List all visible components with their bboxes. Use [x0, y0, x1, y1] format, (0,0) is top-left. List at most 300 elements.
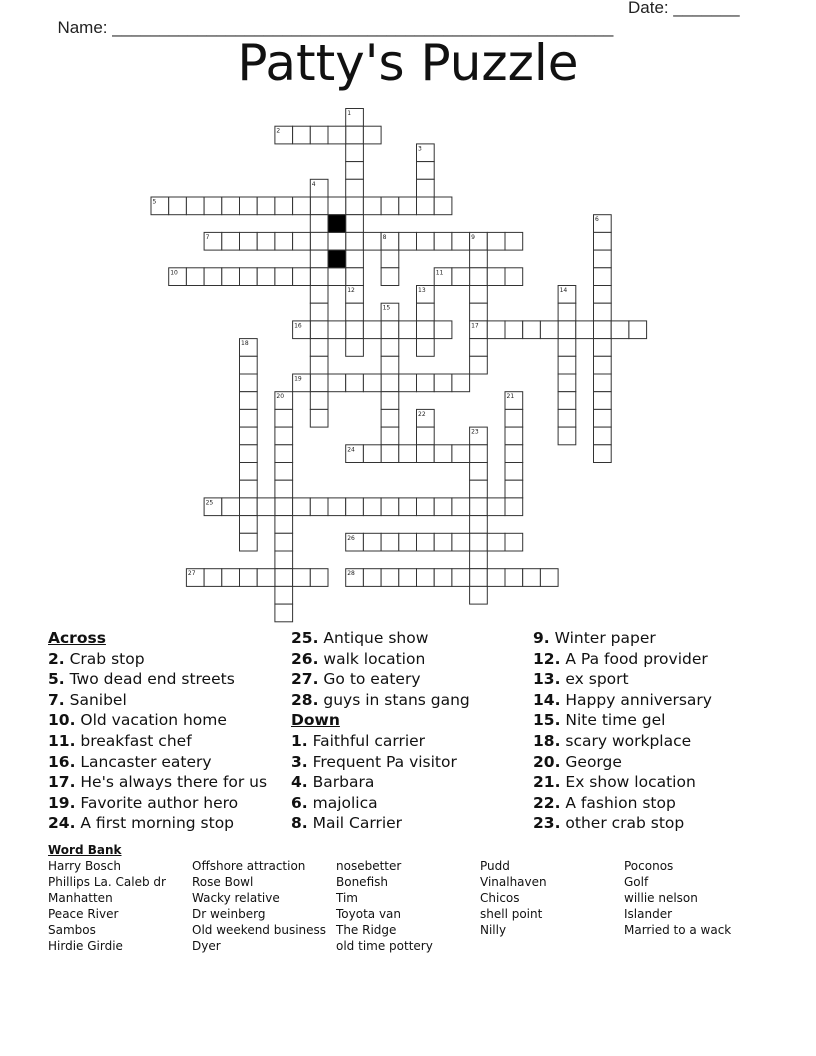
grid-cell[interactable]: [505, 480, 523, 498]
clue-text: other crab stop: [560, 814, 685, 833]
date-field[interactable]: Date: _______: [628, 0, 740, 17]
grid-cell[interactable]: [558, 427, 576, 445]
grid-cell[interactable]: [470, 586, 488, 604]
name-field[interactable]: Name: _____________________________________________________: [57, 18, 614, 37]
grid-cell[interactable]: [470, 569, 488, 587]
grid-cell[interactable]: [417, 162, 435, 180]
grid-cell[interactable]: [346, 250, 364, 268]
grid-cell[interactable]: [363, 445, 381, 463]
grid-cell[interactable]: [275, 445, 293, 463]
grid-cell[interactable]: [222, 232, 240, 250]
clue-number: 24.: [48, 814, 76, 833]
grid-cell[interactable]: [328, 197, 346, 215]
grid-cell[interactable]: [470, 551, 488, 569]
clue-text: Mail Carrier: [307, 814, 403, 833]
grid-cell[interactable]: [434, 445, 452, 463]
grid-cell[interactable]: [346, 232, 364, 250]
grid-cell[interactable]: [487, 321, 505, 339]
grid-cell[interactable]: [487, 498, 505, 516]
grid-cell[interactable]: [275, 551, 293, 569]
grid-cell[interactable]: [310, 409, 328, 427]
cell-number: 15: [382, 304, 391, 312]
clue-number: 23.: [533, 814, 561, 833]
grid-cell[interactable]: [381, 569, 399, 587]
grid-cell[interactable]: [470, 250, 488, 268]
word-bank-entry: Sambos: [48, 923, 96, 937]
grid-cell[interactable]: [470, 286, 488, 304]
grid-cell[interactable]: [576, 321, 594, 339]
grid-cell[interactable]: [417, 445, 435, 463]
grid-cell[interactable]: [434, 498, 452, 516]
grid-cell[interactable]: [523, 321, 541, 339]
grid-cell[interactable]: [310, 374, 328, 392]
clue-text: Sanibel: [64, 690, 127, 709]
grid-cell[interactable]: [505, 463, 523, 481]
clues-column-1: [48, 628, 267, 834]
grid-cell[interactable]: [240, 356, 258, 374]
word-bank-entry: willie nelson: [624, 891, 698, 905]
grid-cell[interactable]: [275, 463, 293, 481]
word-bank-column: [624, 858, 731, 938]
grid-cell[interactable]: [487, 533, 505, 551]
grid-cell[interactable]: [417, 179, 435, 197]
grid-cell[interactable]: [417, 339, 435, 357]
grid-cell[interactable]: [629, 321, 647, 339]
clue-text: Crab stop: [64, 649, 145, 668]
word-bank-entry: Offshore attraction: [192, 859, 306, 873]
clue-text: guys in stans gang: [318, 690, 470, 709]
grid-cell[interactable]: [558, 392, 576, 410]
grid-cell[interactable]: [434, 569, 452, 587]
grid-cell[interactable]: [505, 321, 523, 339]
grid-cell[interactable]: [452, 533, 470, 551]
grid-cell[interactable]: [222, 268, 240, 286]
clue-heading: Down: [291, 711, 340, 730]
grid-cell[interactable]: [328, 126, 346, 144]
word-bank-column: [336, 858, 433, 954]
grid-cell[interactable]: [434, 321, 452, 339]
grid-cell[interactable]: [257, 569, 275, 587]
grid-cell[interactable]: [558, 409, 576, 427]
grid-cell[interactable]: [328, 321, 346, 339]
clue-item: [291, 669, 470, 690]
clue-item: [48, 710, 267, 731]
clue-item: [291, 752, 470, 773]
grid-cell[interactable]: [452, 374, 470, 392]
grid-cell[interactable]: [240, 409, 258, 427]
grid-cell[interactable]: [594, 427, 612, 445]
grid-cell[interactable]: [346, 179, 364, 197]
grid-cell[interactable]: [417, 197, 435, 215]
grid-cell[interactable]: [594, 339, 612, 357]
grid-cell[interactable]: [470, 516, 488, 534]
grid-cell[interactable]: [381, 498, 399, 516]
grid-cell[interactable]: [434, 533, 452, 551]
grid-cell[interactable]: [363, 533, 381, 551]
grid-cell[interactable]: [558, 356, 576, 374]
grid-cell[interactable]: [346, 321, 364, 339]
grid-cell[interactable]: [257, 268, 275, 286]
grid-cell[interactable]: [417, 232, 435, 250]
grid-cell[interactable]: [505, 427, 523, 445]
grid-cell[interactable]: [487, 232, 505, 250]
grid-cell[interactable]: [240, 569, 258, 587]
grid-cell[interactable]: [257, 498, 275, 516]
grid-cell[interactable]: [470, 339, 488, 357]
clue-text: Winter paper: [549, 629, 656, 647]
grid-cell[interactable]: [310, 339, 328, 357]
word-bank-entry: Pudd: [480, 859, 510, 873]
grid-cell[interactable]: [505, 268, 523, 286]
grid-cell[interactable]: [310, 197, 328, 215]
grid-cell[interactable]: [381, 445, 399, 463]
clue-text: Antique show: [318, 629, 429, 647]
grid-cell[interactable]: [558, 339, 576, 357]
word-bank-entry: Vinalhaven: [480, 875, 547, 889]
grid-cell[interactable]: [417, 321, 435, 339]
grid-cell[interactable]: [275, 409, 293, 427]
grid-cell[interactable]: [470, 445, 488, 463]
grid-cell[interactable]: [487, 569, 505, 587]
grid-cell[interactable]: [594, 392, 612, 410]
grid-cell[interactable]: [275, 197, 293, 215]
clue-text: A fashion stop: [560, 793, 676, 812]
grid-cell[interactable]: [540, 321, 558, 339]
grid-cell[interactable]: [204, 268, 222, 286]
grid-cell[interactable]: [310, 250, 328, 268]
grid-cell[interactable]: [310, 303, 328, 321]
grid-cell[interactable]: [346, 162, 364, 180]
grid-cell[interactable]: [594, 268, 612, 286]
grid-cell[interactable]: [204, 197, 222, 215]
grid-cell[interactable]: [558, 321, 576, 339]
cell-number: 9: [471, 233, 475, 241]
cell-number: 2: [276, 127, 281, 135]
clue-text: Frequent Pa visitor: [307, 752, 457, 771]
grid-cell[interactable]: [204, 569, 222, 587]
grid-cell[interactable]: [417, 374, 435, 392]
clue-number: 7.: [48, 690, 65, 709]
grid-cell[interactable]: [540, 569, 558, 587]
grid-cell[interactable]: [346, 374, 364, 392]
grid-cell[interactable]: [381, 409, 399, 427]
grid-cell[interactable]: [310, 286, 328, 304]
grid-cell[interactable]: [470, 268, 488, 286]
grid-cell[interactable]: [452, 569, 470, 587]
grid-cell[interactable]: [399, 197, 417, 215]
word-bank-entry: Islander: [624, 907, 673, 921]
cell-number: 8: [382, 233, 387, 241]
grid-cell[interactable]: [611, 321, 629, 339]
clue-item: [533, 710, 712, 731]
grid-cell[interactable]: [240, 427, 258, 445]
word-bank-entry: Chicos: [480, 891, 520, 905]
grid-cell[interactable]: [240, 498, 258, 516]
grid-cell[interactable]: [275, 480, 293, 498]
word-bank-entry: nosebetter: [336, 859, 402, 873]
grid-cell[interactable]: [434, 197, 452, 215]
cell-number: 6: [595, 216, 599, 224]
grid-cell[interactable]: [240, 268, 258, 286]
grid-cell[interactable]: [275, 533, 293, 551]
grid-cell[interactable]: [434, 232, 452, 250]
clue-number: 26.: [291, 649, 319, 668]
grid-cell[interactable]: [381, 197, 399, 215]
grid-cell[interactable]: [240, 480, 258, 498]
grid-cell[interactable]: [310, 569, 328, 587]
cell-number: 14: [559, 287, 568, 294]
grid-cell[interactable]: [328, 232, 346, 250]
word-bank-entry: shell point: [480, 907, 543, 921]
grid-cell[interactable]: [293, 232, 311, 250]
clue-text: A first morning stop: [75, 814, 235, 833]
grid-cell[interactable]: [240, 392, 258, 410]
grid-cell[interactable]: [381, 321, 399, 339]
grid-cell[interactable]: [293, 569, 311, 587]
grid-cell[interactable]: [505, 409, 523, 427]
clue-text: A Pa food provider: [560, 649, 708, 668]
grid-cell[interactable]: [523, 569, 541, 587]
grid-cell[interactable]: [328, 374, 346, 392]
grid-cell[interactable]: [558, 303, 576, 321]
puzzle-title: Patty's Puzzle: [237, 34, 579, 92]
cell-number: 4: [311, 180, 316, 188]
clue-text: ex sport: [560, 670, 629, 689]
grid-cell[interactable]: [328, 268, 346, 286]
grid-cell[interactable]: [399, 445, 417, 463]
clue-item: [533, 731, 712, 752]
clue-number: 3.: [291, 752, 308, 771]
grid-cell[interactable]: [240, 463, 258, 481]
grid-cell[interactable]: [310, 498, 328, 516]
clue-text: Barbara: [307, 773, 375, 792]
grid-cell[interactable]: [381, 533, 399, 551]
clue-text: Two dead end streets: [64, 670, 235, 689]
clue-number: 12.: [533, 649, 561, 668]
grid-cell[interactable]: [222, 569, 240, 587]
clue-text: scary workplace: [560, 731, 692, 750]
grid-cell[interactable]: [310, 215, 328, 233]
clue-number: 13.: [533, 670, 561, 689]
grid-cell[interactable]: [363, 321, 381, 339]
grid-cell[interactable]: [293, 197, 311, 215]
cell-number: 13: [418, 287, 426, 294]
word-bank-entry: Golf: [624, 875, 649, 889]
word-bank-entry: Hirdie Girdie: [48, 939, 123, 953]
grid-cell[interactable]: [275, 232, 293, 250]
clue-item: [48, 649, 267, 670]
grid-cell[interactable]: [417, 303, 435, 321]
word-bank-entry: Married to a wack: [624, 923, 732, 937]
grid-cell[interactable]: [275, 604, 293, 622]
grid-cell[interactable]: [434, 374, 452, 392]
grid-cell[interactable]: [452, 498, 470, 516]
grid-cell[interactable]: [594, 374, 612, 392]
grid-cell[interactable]: [186, 268, 204, 286]
clue-item: [48, 793, 267, 814]
word-bank-entry: Nilly: [480, 923, 507, 937]
grid-cell[interactable]: [240, 445, 258, 463]
grid-cell[interactable]: [346, 215, 364, 233]
cell-number: 1: [347, 110, 352, 117]
grid-cell[interactable]: [275, 586, 293, 604]
word-bank-title: Word Bank: [48, 843, 122, 857]
grid-cell[interactable]: [275, 268, 293, 286]
cell-number: 16: [294, 322, 302, 330]
grid-cell[interactable]: [470, 463, 488, 481]
grid-cell[interactable]: [363, 498, 381, 516]
clue-item: [291, 813, 470, 834]
grid-cell[interactable]: [328, 498, 346, 516]
clue-text: Nite time gel: [560, 711, 666, 730]
grid-cell[interactable]: [452, 232, 470, 250]
grid-cell[interactable]: [275, 569, 293, 587]
grid-cell[interactable]: [470, 480, 488, 498]
black-cell: [328, 250, 346, 268]
grid-cell[interactable]: [417, 569, 435, 587]
word-bank-entry: Peace River: [48, 907, 119, 921]
grid-cell[interactable]: [363, 197, 381, 215]
cell-number: 11: [435, 269, 444, 277]
word-bank-entry: Dr weinberg: [192, 907, 266, 921]
word-bank-entry: Phillips La. Caleb dr: [48, 875, 166, 889]
grid-cell[interactable]: [222, 498, 240, 516]
grid-cell[interactable]: [240, 533, 258, 551]
grid-cell[interactable]: [240, 232, 258, 250]
grid-cell[interactable]: [381, 339, 399, 357]
cell-number: 7: [205, 233, 210, 241]
grid-cell[interactable]: [186, 197, 204, 215]
grid-cell[interactable]: [417, 533, 435, 551]
grid-cell[interactable]: [310, 268, 328, 286]
grid-cell[interactable]: [381, 250, 399, 268]
grid-cell[interactable]: [399, 569, 417, 587]
grid-cell[interactable]: [381, 268, 399, 286]
clue-item: [48, 690, 267, 711]
black-cell: [328, 215, 346, 233]
grid-cell[interactable]: [240, 374, 258, 392]
grid-cell[interactable]: [594, 409, 612, 427]
grid-cell[interactable]: [399, 533, 417, 551]
grid-cell[interactable]: [558, 374, 576, 392]
grid-cell[interactable]: [505, 498, 523, 516]
clues-column-3: [533, 628, 712, 834]
grid-cell[interactable]: [293, 268, 311, 286]
clue-number: 15.: [533, 711, 561, 730]
grid-cell[interactable]: [346, 126, 364, 144]
grid-cell[interactable]: [275, 498, 293, 516]
grid-cell[interactable]: [346, 339, 364, 357]
clue-text: George: [560, 752, 622, 771]
grid-cell[interactable]: [381, 356, 399, 374]
grid-cell[interactable]: [381, 392, 399, 410]
clue-number: 21.: [533, 773, 561, 792]
grid-cell[interactable]: [470, 498, 488, 516]
grid-cell[interactable]: [594, 250, 612, 268]
cell-number: 12: [347, 287, 355, 294]
grid-cell[interactable]: [310, 392, 328, 410]
grid-cell[interactable]: [399, 498, 417, 516]
clue-number: 4.: [291, 773, 308, 792]
grid-cell[interactable]: [417, 427, 435, 445]
grid-cell[interactable]: [222, 197, 240, 215]
grid-cell[interactable]: [363, 126, 381, 144]
clue-item: [533, 649, 712, 670]
grid-cell[interactable]: [169, 197, 187, 215]
grid-cell[interactable]: [594, 303, 612, 321]
cell-number: 23: [471, 428, 479, 436]
grid-cell[interactable]: [240, 197, 258, 215]
grid-cell[interactable]: [363, 232, 381, 250]
grid-cell[interactable]: [470, 303, 488, 321]
grid-cell[interactable]: [505, 533, 523, 551]
cell-number: 27: [187, 570, 196, 578]
clue-number: 9.: [533, 629, 550, 647]
grid-cell[interactable]: [399, 232, 417, 250]
grid-cell[interactable]: [346, 268, 364, 286]
clue-number: 6.: [291, 793, 308, 812]
grid-cell[interactable]: [346, 498, 364, 516]
grid-cell[interactable]: [470, 356, 488, 374]
grid-cell[interactable]: [452, 445, 470, 463]
grid-cell[interactable]: [310, 321, 328, 339]
grid-cell[interactable]: [293, 498, 311, 516]
word-bank-entry: Dyer: [192, 939, 221, 953]
grid-cell[interactable]: [257, 232, 275, 250]
grid-cell[interactable]: [310, 356, 328, 374]
grid-cell[interactable]: [594, 356, 612, 374]
grid-cell[interactable]: [257, 197, 275, 215]
grid-cell[interactable]: [346, 144, 364, 162]
grid-cell[interactable]: [346, 303, 364, 321]
grid-cell[interactable]: [505, 569, 523, 587]
grid-cell[interactable]: [594, 286, 612, 304]
grid-cell[interactable]: [594, 445, 612, 463]
grid-cell[interactable]: [346, 197, 364, 215]
grid-cell[interactable]: [363, 374, 381, 392]
grid-cell[interactable]: [240, 516, 258, 534]
grid-cell[interactable]: [275, 516, 293, 534]
grid-cell[interactable]: [399, 321, 417, 339]
clue-text: Lancaster eatery: [75, 752, 212, 771]
grid-cell[interactable]: [487, 268, 505, 286]
grid-cell[interactable]: [310, 232, 328, 250]
grid-cell[interactable]: [470, 533, 488, 551]
word-bank-entry: Tim: [336, 891, 358, 905]
clue-number: 1.: [291, 731, 308, 750]
clue-item: [533, 628, 712, 649]
grid-cell[interactable]: [275, 427, 293, 445]
grid-cell[interactable]: [381, 374, 399, 392]
clue-item: [533, 669, 712, 690]
grid-cell[interactable]: [452, 268, 470, 286]
clue-number: 17.: [48, 773, 76, 792]
grid-cell[interactable]: [399, 374, 417, 392]
word-bank-entry: Old weekend business: [192, 923, 327, 937]
grid-cell[interactable]: [417, 498, 435, 516]
grid-cell[interactable]: [505, 232, 523, 250]
grid-cell[interactable]: [594, 232, 612, 250]
grid-cell[interactable]: [293, 126, 311, 144]
clue-number: 27.: [291, 670, 319, 689]
grid-cell[interactable]: [381, 427, 399, 445]
grid-cell[interactable]: [363, 569, 381, 587]
grid-cell[interactable]: [310, 126, 328, 144]
grid-cell[interactable]: [594, 321, 612, 339]
across-heading: [48, 628, 267, 649]
clue-item: [48, 731, 267, 752]
grid-cell[interactable]: [505, 445, 523, 463]
